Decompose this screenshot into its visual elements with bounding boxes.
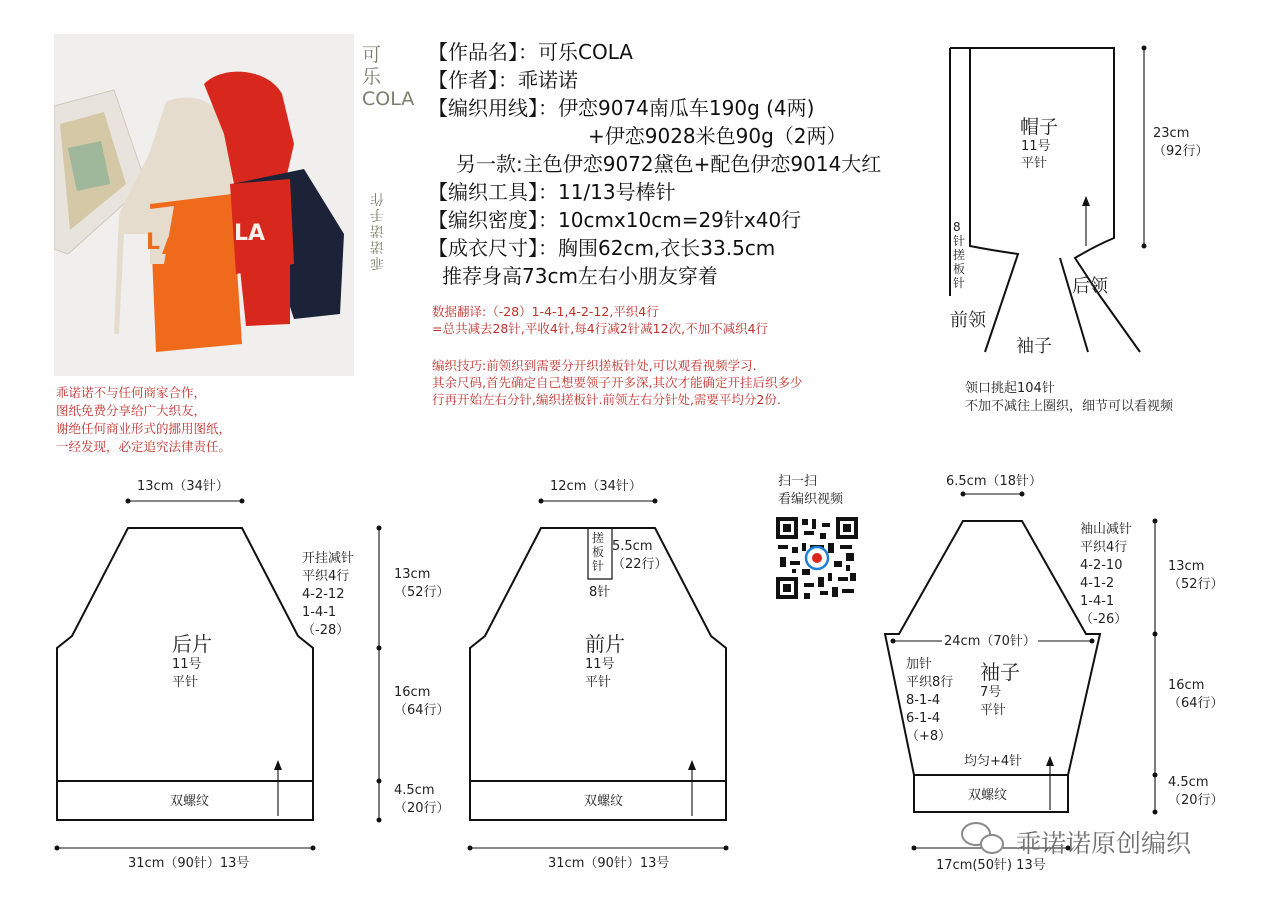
disclaimer-2: 图纸免费分享给广大织友， (56, 403, 207, 418)
data-note-1: 数据翻译:（-28）1-4-1,4-2-12,平织4行 (432, 304, 659, 319)
back-shaping-5: （-28） (302, 623, 350, 638)
qr-code-icon[interactable] (776, 517, 858, 599)
back-neck-label: 后领 (1072, 276, 1108, 297)
back-bottom: 31cm（90针）13号 (128, 856, 250, 871)
front-title: 前片 (585, 632, 625, 656)
info-line-2: 【作者】：乖诺诺 (428, 68, 578, 92)
front-rib: 双螺纹 (584, 794, 624, 809)
sleeve-bottom: 17cm(50针) 13号 (936, 858, 1046, 873)
vertical-title: 可乐COLA (362, 44, 415, 110)
hood-note-2: 不加不减往上圈织，细节可以看视频 (965, 399, 1174, 414)
data-note-2: =总共减去28针,平收4针,每4行减2针减12次,不加不减织4行 (432, 321, 769, 336)
disclaimer-1: 乖诺诺不与任何商家合作， (56, 385, 207, 400)
sleeve-cap-h: 13cm (1168, 559, 1205, 574)
front-band-h: 5.5cm (612, 539, 653, 554)
sleeve-inc-4: 6-1-4 (906, 711, 941, 726)
info-line-3: 【编织用线】：伊恋9074南瓜车190g (4两) (428, 96, 815, 120)
hood-rows: （92行） (1153, 144, 1209, 159)
info-line-1: 【作品名】：可乐COLA (428, 40, 633, 64)
back-rib: 双螺纹 (170, 794, 210, 809)
sleeve-rib: 双螺纹 (968, 788, 1008, 803)
hood-band: 8针搓板针 (953, 220, 966, 290)
tip-note-2: 其余尺码,首先确定自己想要领子开多深,其次才能确定开挂后织多少 (432, 375, 803, 390)
sleeve-width: 24cm（70针） (944, 634, 1036, 649)
front-neck-label: 前领 (950, 310, 986, 331)
qr-line-2: 看编织视频 (778, 492, 844, 507)
tip-note-1: 编织技巧:前领织到需要分开织搓板针处,可以观看视频学习. (432, 358, 757, 373)
watermark-text: 乖诺诺原创编织 (1016, 829, 1192, 858)
back-armhole-rows: （52行） (394, 585, 450, 600)
back-shaping-2: 平织4行 (302, 569, 350, 584)
sleeve-cap-1: 袖山减针 (1080, 522, 1133, 537)
back-shaping-4: 1-4-1 (302, 605, 337, 620)
back-shaping-1: 开挂减针 (302, 551, 355, 566)
back-title: 后片 (172, 632, 212, 656)
sleeve-rib-rows: （20行） (1168, 793, 1224, 808)
sleeve-rib-h: 4.5cm (1168, 775, 1209, 790)
front-band-rows: （22行） (612, 557, 668, 572)
sleeve-body-h: 16cm (1168, 678, 1205, 693)
back-body-rows: （64行） (394, 703, 450, 718)
sleeve-cap-3: 4-2-10 (1080, 558, 1123, 573)
sleeve-cap-rows: （52行） (1168, 577, 1224, 592)
sleeve-even: 均匀+4针 (964, 754, 1023, 769)
disclaimer-3: 谢绝任何商业形式的挪用图纸， (56, 421, 232, 436)
sleeve-title: 袖子 (980, 660, 1020, 684)
info-line-7: 【编织密度】：10cmx10cm=29针x40行 (428, 208, 802, 232)
front-stitch: 平针 (585, 675, 612, 690)
sleeve-inc-1: 加针 (906, 657, 933, 672)
front-top-width: 12cm（34针） (550, 479, 642, 494)
back-rib-rows: （20行） (394, 801, 450, 816)
hood-title: 帽子 (1020, 116, 1059, 138)
qr-line-1: 扫一扫 (778, 474, 818, 489)
sleeve-cap-5: 1-4-1 (1080, 594, 1115, 609)
back-stitch: 平针 (172, 675, 199, 690)
front-bottom: 31cm（90针）13号 (548, 856, 670, 871)
front-needle: 11号 (585, 657, 615, 672)
back-armhole-h: 13cm (394, 567, 431, 582)
sleeve-stitch: 平针 (980, 703, 1007, 718)
svg-text:LA: LA (234, 221, 266, 246)
sleeve-inc-5: （+8） (906, 729, 952, 744)
info-line-6: 【编织工具】：11/13号棒针 (428, 180, 676, 204)
hood-sleeve-label: 袖子 (1016, 336, 1052, 357)
front-band-st: 8针 (589, 585, 611, 600)
sleeve-needle: 7号 (980, 685, 1002, 700)
svg-text:L: L (146, 230, 161, 255)
sleeve-inc-2: 平织8行 (906, 675, 954, 690)
vertical-subtitle: 乖诺诺手作 (370, 190, 384, 270)
info-line-4: +伊恋9028米色90g（2两） (588, 124, 847, 148)
sleeve-cap-2: 平织4行 (1080, 540, 1128, 555)
sleeve-body-rows: （64行） (1168, 696, 1224, 711)
front-band: 搓板针 (592, 531, 605, 573)
disclaimer-4: 一经发现，必定追究法律责任。 (56, 439, 232, 454)
svg-text:A: A (162, 235, 180, 260)
back-body-h: 16cm (394, 685, 431, 700)
sleeve-cap-6: （-26） (1080, 612, 1128, 627)
sleeve-top-width: 6.5cm（18针） (946, 474, 1043, 489)
back-top-width: 13cm（34针） (137, 479, 229, 494)
sleeve-inc-3: 8-1-4 (906, 693, 941, 708)
back-shaping-3: 4-2-12 (302, 587, 345, 602)
info-line-5: 另一款:主色伊恋9072黛色+配色伊恋9014大红 (456, 152, 882, 176)
sleeve-cap-4: 4-1-2 (1080, 576, 1115, 591)
hood-stitch: 平针 (1021, 156, 1048, 171)
hood-height: 23cm (1153, 126, 1190, 141)
hood-needle: 11号 (1021, 139, 1051, 154)
info-line-8: 【成衣尺寸】：胸围62cm,衣长33.5cm (428, 236, 776, 260)
back-rib-h: 4.5cm (394, 783, 435, 798)
hood-note-1: 领口挑起104针 (965, 381, 1055, 396)
info-line-9: 推荐身高73cm左右小朋友穿着 (442, 264, 718, 288)
back-needle: 11号 (172, 657, 202, 672)
tip-note-3: 行再开始左右分针,编织搓板针.前领左右分针处,需要平均分2份. (432, 392, 781, 407)
